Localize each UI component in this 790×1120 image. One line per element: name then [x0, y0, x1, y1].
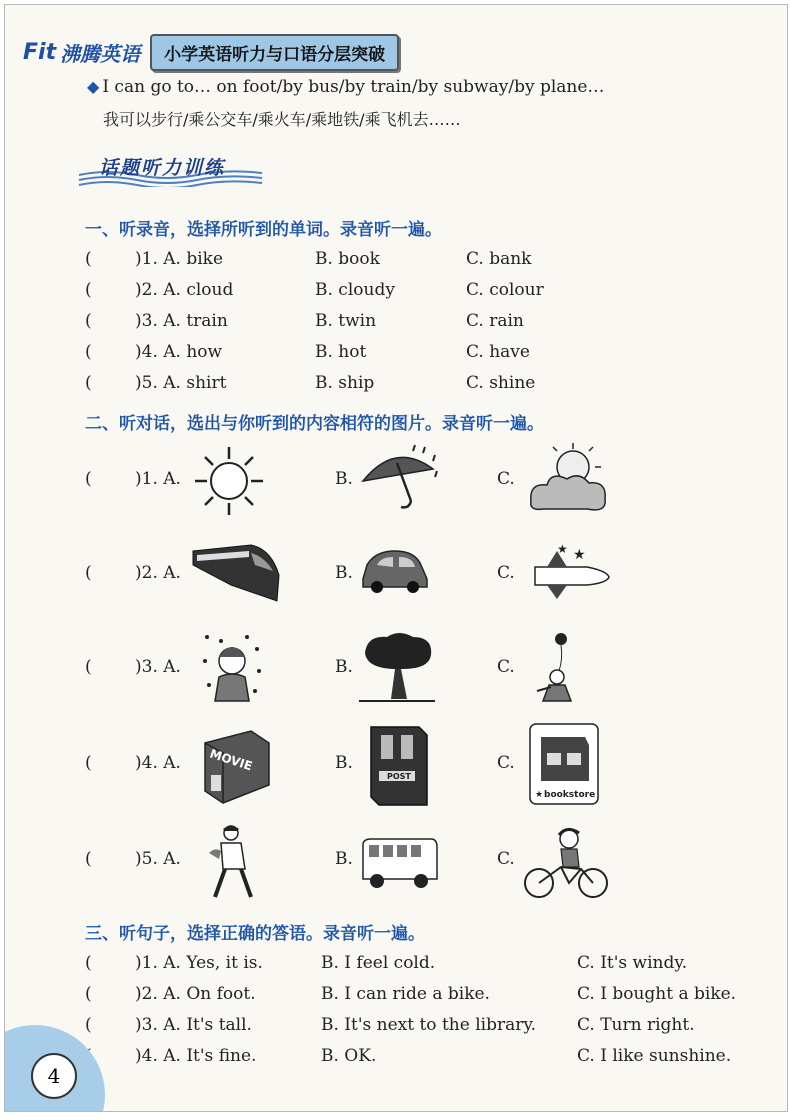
svg-text:★: ★ [573, 547, 586, 563]
option-c: C. Turn right. [577, 1015, 695, 1035]
space-shuttle-icon [527, 541, 613, 605]
answer-blank: ( [85, 342, 92, 362]
option-b: B. ship [315, 373, 375, 393]
option-num: )5. A. shirt [135, 373, 227, 393]
post-office-icon [365, 721, 431, 809]
svg-text:bookstore: bookstore [544, 790, 596, 800]
brand-name: 沸腾英语 [60, 41, 141, 66]
option-c: C. shine [466, 373, 536, 393]
umbrella-rain-icon [355, 441, 445, 513]
topic-banner [77, 153, 267, 187]
train-icon [191, 535, 281, 605]
option-b: B. cloudy [315, 280, 395, 300]
question-row [85, 984, 765, 1010]
brand-logo: Fit [23, 39, 57, 65]
windy-tree-icon [357, 629, 437, 705]
option-num: )4. A. how [135, 342, 223, 362]
svg-text:MOVIE: MOVIE [208, 746, 255, 774]
bike-boy-icon [521, 825, 611, 901]
car-icon [359, 545, 431, 595]
answer-blank: ( [85, 1015, 92, 1035]
option-b: B. I feel cold. [321, 953, 436, 973]
option-num: )2. A. cloud [135, 280, 234, 300]
question-row [85, 249, 765, 275]
option-num: )1. A. Yes, it is. [135, 953, 263, 973]
snow-child-icon [201, 631, 263, 703]
section2-title: 二、听对话，选出与你听到的内容相符的图片。录音听一遍。 [85, 414, 544, 434]
sun-icon [193, 445, 265, 517]
option-b: B. OK. [321, 1046, 377, 1066]
option-c: C. colour [466, 280, 544, 300]
question-row [85, 1046, 765, 1072]
option-b: B. book [315, 249, 380, 269]
answer-blank: ( [85, 373, 92, 393]
worksheet-page [4, 4, 788, 1112]
s2-row-1: ( )1. A. B. C. [85, 469, 515, 489]
bookstore-icon [529, 723, 599, 805]
s2-row-4: ( )4. A. B. C. [85, 753, 515, 773]
section1-title: 一、听录音，选择所听到的单词。录音听一遍。 [85, 220, 442, 240]
option-b: B. I can ride a bike. [321, 984, 490, 1004]
answer-blank: ( [85, 311, 92, 331]
option-num: )1. A. bike [135, 249, 224, 269]
s2-row-3: ( )3. A. B. C. [85, 657, 515, 677]
intro-en: ◆ I can go to… on foot/by bus/by train/by subway/by plane… [87, 77, 605, 97]
question-row [85, 1015, 765, 1041]
sun-cloud-icon [523, 441, 613, 517]
answer-blank: ( [85, 280, 92, 300]
cinema-icon [201, 723, 273, 807]
svg-text:POST: POST [387, 772, 411, 781]
banner-label: 话题听力训练 [99, 157, 226, 179]
option-c: C. rain [466, 311, 524, 331]
answer-blank: ( [85, 984, 92, 1004]
option-num: )2. A. On foot. [135, 984, 256, 1004]
option-c: C. I bought a bike. [577, 984, 737, 1004]
answer-blank: ( [85, 953, 92, 973]
s2-row-2: ( )2. A. B. C. [85, 563, 515, 583]
header [23, 35, 399, 69]
question-row [85, 311, 765, 337]
question-row [85, 342, 765, 368]
answer-blank: ( [85, 249, 92, 269]
s2-row-5: ( )5. A. B. C. [85, 849, 515, 869]
option-num: )3. A. It's tall. [135, 1015, 252, 1035]
option-c: C. have [466, 342, 530, 362]
svg-text:★: ★ [535, 790, 544, 800]
question-row [85, 953, 765, 979]
page-number: 4 [31, 1053, 77, 1099]
option-c: C. It's windy. [577, 953, 688, 973]
question-row [85, 280, 765, 306]
bus-icon [359, 835, 441, 891]
walking-man-icon [201, 823, 267, 901]
option-b: B. twin [315, 311, 377, 331]
intro-cn: 我可以步行/乘公交车/乘火车/乘地铁/乘飞机去…… [103, 110, 461, 129]
series-title: 小学英语听力与口语分层突破 [150, 34, 399, 71]
option-num: )4. A. It's fine. [135, 1046, 257, 1066]
section3-title: 三、听句子，选择正确的答语。录音听一遍。 [85, 924, 425, 944]
option-b: B. It's next to the library. [321, 1015, 537, 1035]
svg-text:★: ★ [557, 542, 568, 556]
option-c: C. bank [466, 249, 532, 269]
option-num: )3. A. train [135, 311, 228, 331]
option-b: B. hot [315, 342, 367, 362]
option-c: C. I like sunshine. [577, 1046, 732, 1066]
diamond-icon: ◆ [87, 77, 100, 96]
kite-child-icon [533, 629, 595, 705]
question-row [85, 373, 765, 399]
